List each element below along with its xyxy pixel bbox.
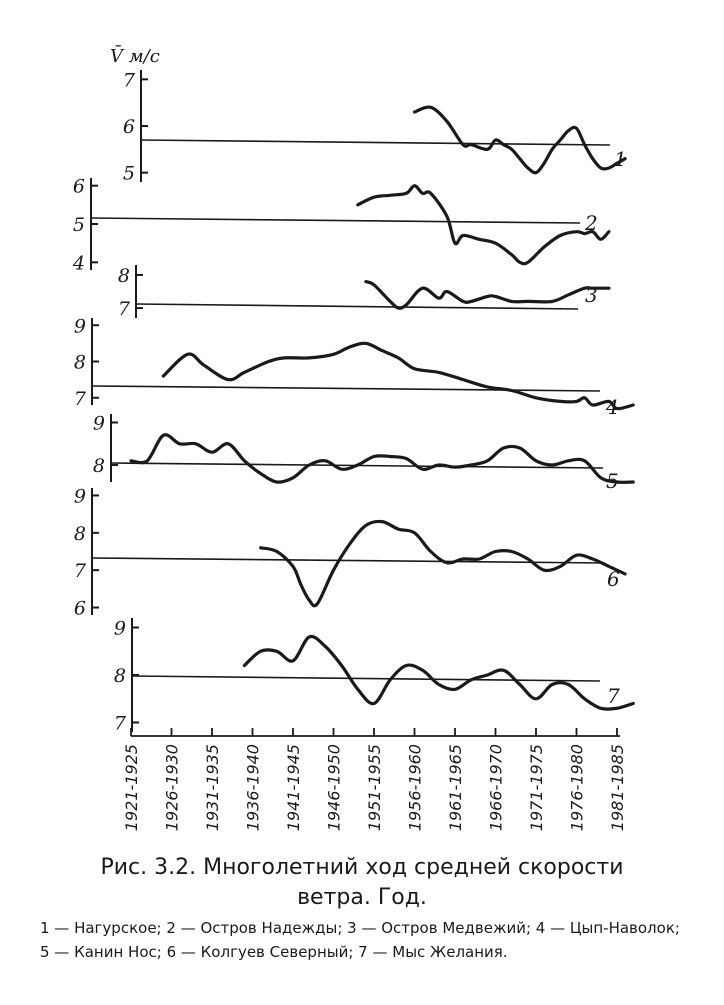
panel-2-series-label: 2 [585,211,598,235]
panel-3-mean-line [136,304,578,309]
x-axis-tick-label: 1966-1970 [486,744,506,832]
panel-3-series-line [366,282,609,309]
x-axis-tick-label: 1956-1960 [405,744,425,832]
panel-5-tick-label: 8 [92,455,105,477]
panel-1-tick-label: 7 [122,69,135,92]
panel-6-series-line [261,521,625,605]
panel-6-tick-label: 6 [73,597,86,620]
x-axis-tick-label: 1971-1975 [527,744,546,832]
panel-7-tick-label: 9 [113,617,126,640]
panel-2-mean-line [91,218,580,223]
panel-5-series-label: 5 [606,469,619,493]
panel-3-tick-label: 7 [117,298,130,321]
panel-2-tick-label: 6 [72,175,85,198]
caption-title-line1: Рис. 3.2. Многолетний ход средней скорости [100,855,624,880]
panel-2-series-line [358,186,609,264]
panel-7-series-label: 7 [607,684,620,708]
panel-6-tick-label: 8 [73,522,86,545]
x-axis-tick-label: 1981-1985 [608,744,627,832]
panel-7-tick-label: 7 [113,712,126,735]
panel-4-series-label: 4 [606,395,619,419]
panel-2-tick-label: 4 [72,252,85,275]
x-axis-tick-label: 1946-1950 [324,744,344,832]
panel-5-series-line [131,435,633,483]
panel-7-series-line [244,637,633,710]
panel-3-tick-label: 8 [117,264,130,287]
x-axis-tick-label: 1926-1930 [162,744,182,832]
panel-6-tick-label: 9 [73,485,86,508]
panel-7-tick-label: 8 [113,665,126,687]
panel-1-mean-line [141,140,610,145]
x-axis-tick-label: 1931-1935 [203,744,222,832]
caption-title-line2: ветра. Год. [297,885,427,910]
panel-4-mean-line [92,386,600,391]
x-axis-tick-label: 1921-1925 [122,744,141,832]
panel-6-series-label: 6 [607,567,620,591]
panel-4-tick-label: 8 [73,351,86,374]
panel-3-series-label: 3 [585,283,598,307]
panel-4-tick-label: 7 [73,387,86,410]
caption-legend: 1 — Нагурское; 2 — Остров Надежды; 3 — Остров Медвежий; 4 — Цып-Наволок; 5 — Канин Нос; 6 — Колгуев Северный; 7 — Мыс Желания. [40,919,680,961]
panel-7-mean-line [132,676,600,681]
x-axis-tick-label: 1951-1955 [365,744,384,832]
panel-5-tick-label: 9 [92,412,105,435]
panel-4-tick-label: 9 [73,315,86,338]
x-axis-tick-label: 1961-1965 [446,744,465,832]
panel-1-series-label: 1 [614,147,627,171]
panel-1-tick-label: 5 [122,162,135,185]
panel-1-tick-label: 6 [122,116,135,138]
figure-caption [0,853,724,913]
panel-1-series-line [415,107,626,173]
panel-6-tick-label: 7 [73,560,86,583]
panel-4-series-line [163,343,633,408]
x-axis-tick-label: 1936-1940 [243,744,263,832]
y-axis-label: V̄ м/с [110,46,160,67]
x-axis-tick-label: 1976-1980 [567,744,587,832]
x-axis-tick-label: 1941-1945 [284,744,303,832]
panel-2-tick-label: 5 [72,214,85,236]
